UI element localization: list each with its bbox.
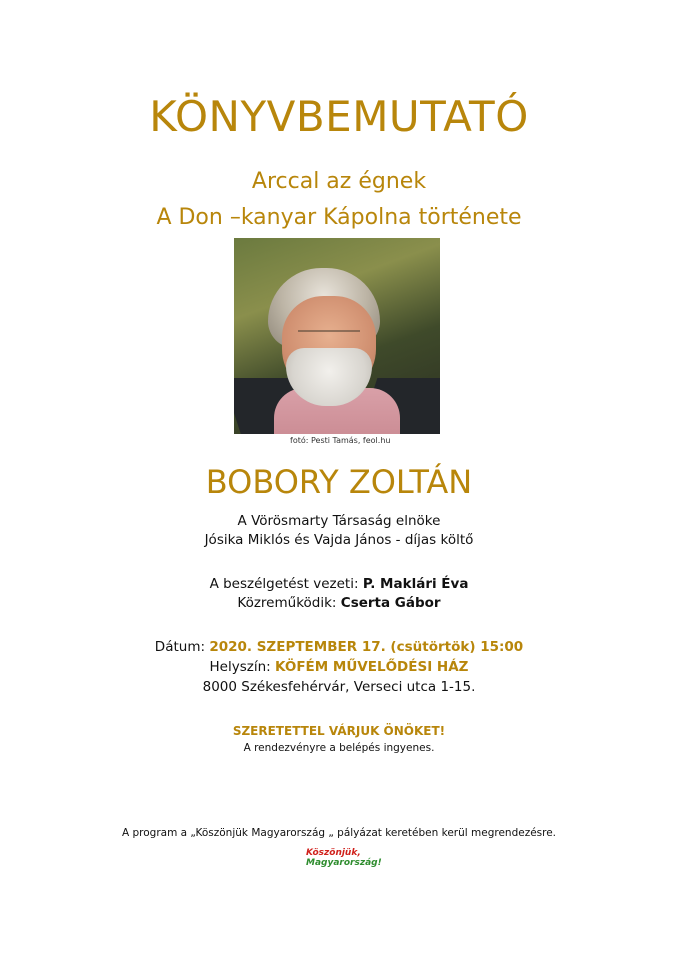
venue-label: Helyszín: (209, 659, 275, 675)
logo-line-1: Köszönjük, (306, 848, 361, 858)
welcome-text: SZERETETTEL VÁRJUK ÖNÖKET! (232, 724, 446, 738)
contributor-name: Cserta Gábor (340, 595, 441, 611)
moderator-line (0, 575, 678, 594)
date-label: Dátum: (154, 639, 210, 655)
program-note: A program a „Köszönjük Magyarország „ pályázat keretében kerül megrendezésre. (121, 827, 557, 839)
logo-line-2: Magyarország! (306, 858, 382, 868)
page-title: KÖNYVBEMUTATÓ (149, 92, 529, 141)
free-entry-text: A rendezvényre a belépés ingyenes. (243, 742, 435, 754)
venue-line (0, 658, 678, 677)
author-role-2: Jósika Miklós és Vajda János - díjas költő (204, 532, 474, 548)
moderator-label: A beszélgetést vezeti: (209, 576, 363, 592)
book-subtitle: A Don –kanyar Kápolna története (156, 205, 522, 230)
author-role-1: A Vörösmarty Társaság elnöke (237, 513, 441, 529)
author-name: BOBORY ZOLTÁN (205, 463, 473, 501)
author-photo (234, 238, 440, 434)
photo-credit: fotó: Pesti Tamás, feol.hu (290, 436, 391, 445)
contributor-line (0, 594, 678, 613)
moderator-name: P. Maklári Éva (362, 576, 469, 592)
koszonjuk-magyarorszag-logo (306, 848, 380, 874)
date-value: 2020. SZEPTEMBER 17. (csütörtök) 15:00 (209, 639, 524, 655)
address-line: 8000 Székesfehérvár, Verseci utca 1-15. (202, 679, 476, 695)
contributor-label: Közreműködik: (237, 595, 341, 611)
date-line (0, 638, 678, 657)
venue-value: KÖFÉM MŰVELŐDÉSI HÁZ (275, 659, 469, 675)
book-title: Arccal az égnek (251, 169, 427, 194)
